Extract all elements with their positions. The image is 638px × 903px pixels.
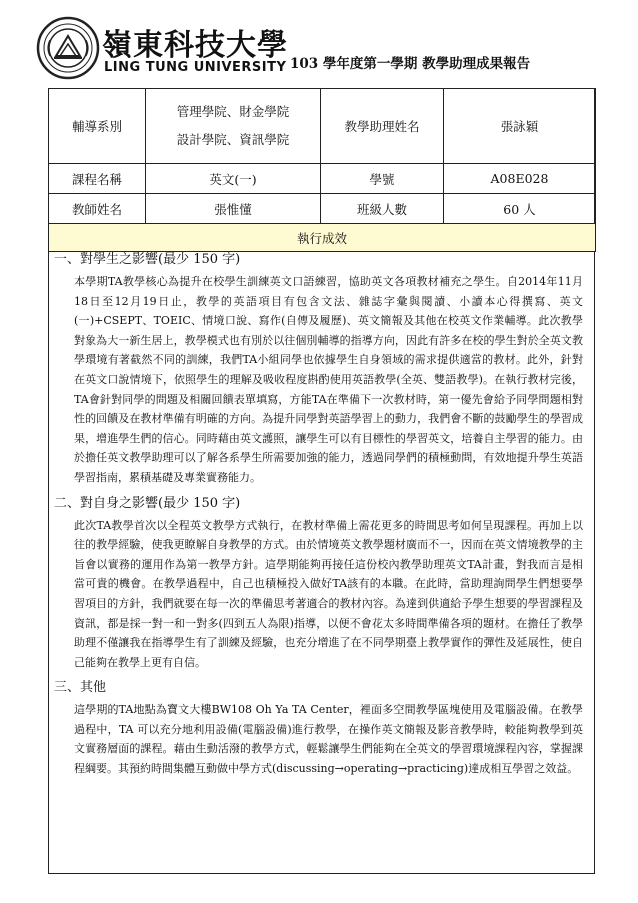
dept-line-2: 設計學院、資訊學院 [176, 132, 290, 147]
course-label: 課程名稱 [49, 164, 146, 194]
section-heading-student-impact: 一、對學生之影響(最少 150 字) [54, 252, 241, 267]
dept-line-1: 管理學院、財金學院 [176, 104, 290, 119]
section-body-other: 這學期的TA地點為寶文大樓BW108 Oh Ya TA Center，裡面多空間教學區塊使用及電腦設備。在教學過程中，TA 可以充分地利用設備(電腦設備)進行教學，在操作英文簡報及影音教學時，較能夠教學到英文實務層面的課程。藉由生動活潑的教學方式，輕鬆讓學生們能夠在全英文的學習環境課程內容，掌握課程綱要。其預約時間集體互動做中學方式(discussing→operating→practicing)達成相互學習之效益。 [74, 703, 583, 776]
university-logo [36, 12, 288, 92]
ta-name-label: 教學助理姓名 [321, 89, 444, 164]
section-heading-other: 三、其他 [54, 680, 107, 696]
dept-label: 輔導系別 [49, 89, 146, 164]
dept-value [146, 89, 321, 164]
class-size-value: 60 人 [444, 194, 596, 224]
logo-english-name: LING TUNG UNIVERSITY [104, 60, 287, 75]
student-id-value: A08E028 [444, 164, 596, 194]
logo-chinese-name: 嶺東科技大學 [102, 28, 288, 63]
table-row [49, 164, 596, 194]
class-size-label: 班級人數 [321, 194, 444, 224]
teacher-label: 教師姓名 [49, 194, 146, 224]
section-body-self-impact: 此次TA教學首次以全程英文教學方式執行，在教材準備上需花更多的時間思考如何呈現課程。再加上以往的教學經驗，使我更瞭解自身教學的方式。由於情境英文教學題材廣而不一，因而在英文情境教學的主旨會以實務的運用作為第一教學方針。這學期能夠再接任這份校內教學助理英文TA計畫，對我而言是相當可貴的機會。在教學過程中，自己也積極投入做好TA該有的本職。在此時，當助理詢問學生們想要學習項目的方針，我們就要在每一次的準備思考著適合的教材內容。為達到供適給予學生想要的學習課程及資訊，都是採一對一和一對多(四到五人為限)指導，以便不會花太多時間準備各項的題材。在擔任了教學助理不僅讓我在指導學生有了訓練及經驗，也充分增進了在不同學期臺上教學實作的彈性及延展性，使自己能夠在教學上更有自信。 [74, 518, 583, 669]
info-table [48, 88, 596, 252]
section-heading-self-impact: 二、對自身之影響(最少 150 字) [54, 495, 241, 511]
document-title: 103 學年度第一學期 教學助理成果報告 [290, 56, 531, 72]
results-header: 執行成效 [49, 224, 596, 252]
ta-name-value: 張詠穎 [444, 89, 596, 164]
university-seal-icon [36, 16, 100, 80]
page-header [0, 0, 638, 90]
table-row [49, 89, 596, 164]
teacher-value: 張惟懂 [146, 194, 321, 224]
student-id-label: 學號 [321, 164, 444, 194]
report-sections [48, 248, 595, 783]
section-body-student-impact: 本學期TA教學核心為提升在校學生訓練英文口語練習，協助英文各項教材補充之學生。自2014年11月18日至12月19日止，教學的英語項目有包含文法、雜誌字彙與閱讀、小讀本心得撰寫、英文(一)+CSEPT、TOEIC、情境口說、寫作(自傳及履歷)、英文簡報及其他在校英文作業輔導。此次教學對象為大一新生居上，教學模式也有別於以往個別輔導的指導方向，因此有許多在校的學生對於全英文教學環境有著截然不同的訓練，我們TA小組同學也依據學生自身領域的需求提供適當的教材。此外，針對在英文口說情境下，依照學生的理解及吸收程度斟酌使用英語教學(全英、雙語教學)。在執行教材完後，TA會針對同學的問題及相關回饋表單填寫，方能TA在準備下一次教材時，第一優先會給予同學問題相對性的回饋及在教材準備有明確的方向。為提升同學對英語學習上的動力，我們會不斷的鼓勵學生的學習成果，增進學生們的信心。同時藉由英文護照，讓學生可以有目標性的學習英文，培養自主學習的能力。由於擔任英文教學助理可以了解各系學生所需要加強的能力，透過同學們的積極動問，有效地提升學生英語學習指南，累積基礎及專業實務能力。 [74, 275, 583, 484]
course-value: 英文(一) [146, 164, 321, 194]
table-row [49, 194, 596, 224]
